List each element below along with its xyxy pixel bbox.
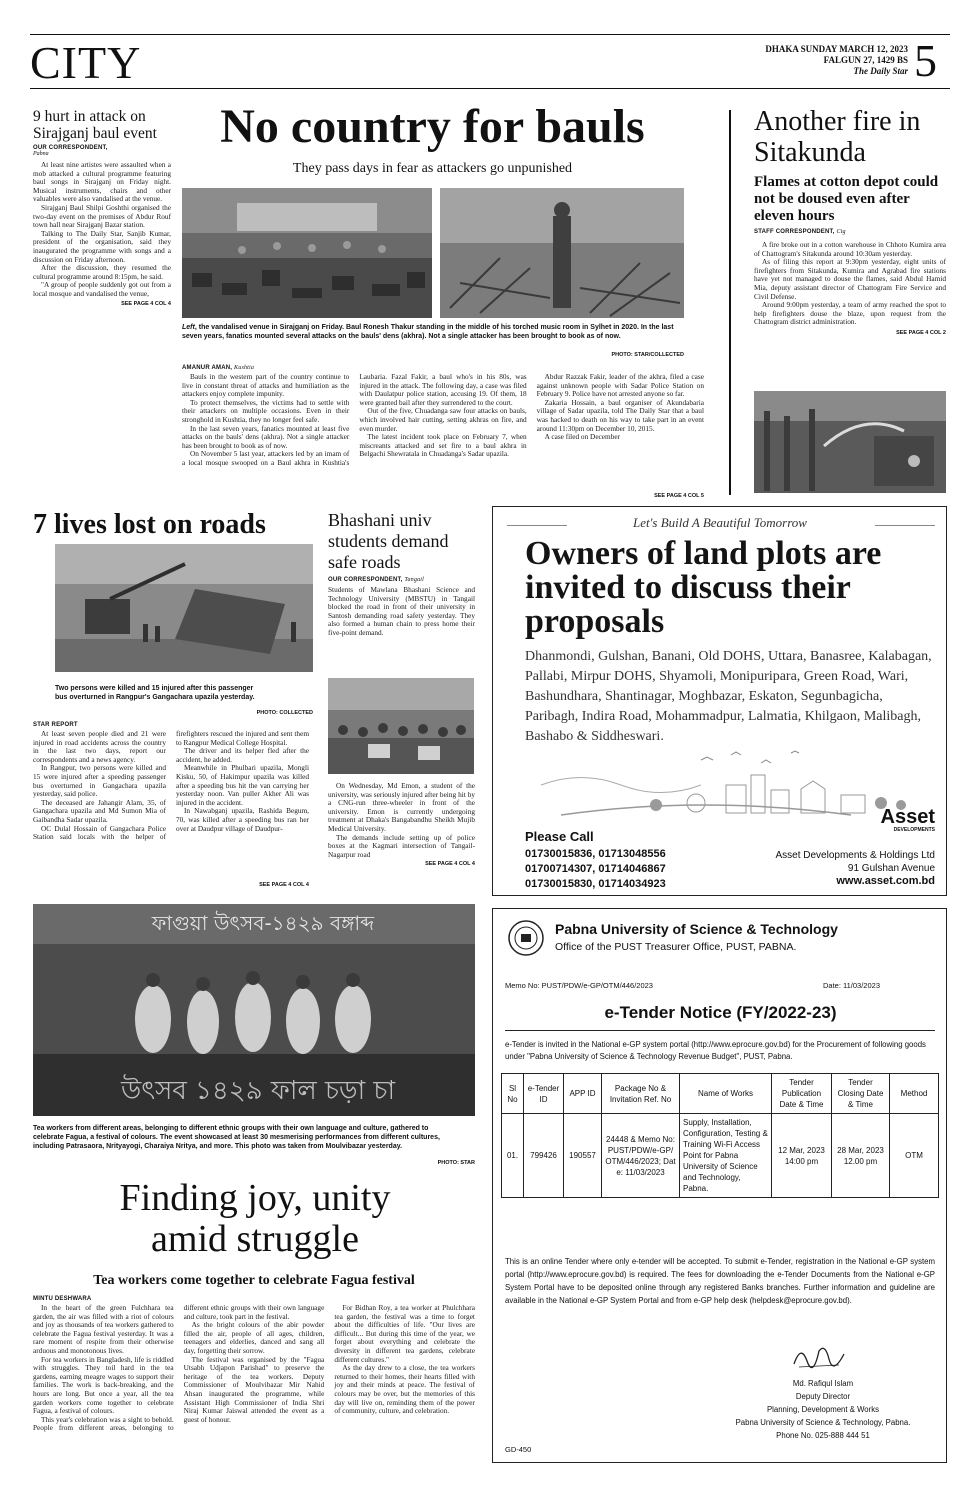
sitakunda-fire-photo	[754, 391, 946, 493]
th-package: Package No & Invitation Ref. No	[602, 1074, 680, 1114]
bhashani-byline: OUR CORRESPONDENT, Tangail	[328, 577, 425, 583]
bhashani-protest-photo	[328, 678, 474, 774]
bhashani-body: On Wednesday, Md Emon, a student of the university, was seriously injured after being hit by a CNG-run three-wheeler in front of the university. Emon is currently undergoing treatment at Dhaka's Bangabandhu Sheikh Mujib Medical University. The demands include setting up of police boxes at the Kagmari intersection of Tangail-Nagarpur road	[328, 781, 475, 859]
vandalised-venue-image	[182, 188, 432, 318]
th-works: Name of Works	[680, 1074, 772, 1114]
th-closing: Tender Closing Date & Time	[832, 1074, 890, 1114]
asset-tagline-rule-right	[875, 525, 935, 526]
date-line: DHAKA SUNDAY MARCH 12, 2023	[765, 44, 908, 54]
sirajganj-story	[33, 108, 171, 307]
asset-phone-1[interactable]: 01730015836, 01713048556	[525, 848, 666, 860]
fagua-festival-photo	[33, 904, 475, 1116]
asset-contact	[713, 849, 935, 888]
bauls-headline: No country for bauls	[220, 100, 645, 153]
masthead-meta	[700, 44, 908, 77]
roads-photo-credit: PHOTO: COLLECTED	[256, 710, 313, 716]
bauls-body-block	[182, 365, 704, 499]
overturned-bus-image	[55, 544, 313, 672]
signer-org: Pabna University of Science & Technology, Pabna.	[735, 1418, 911, 1427]
asset-phones	[525, 847, 666, 892]
bhashani-story	[328, 510, 475, 638]
sitakunda-body: A fire broke out in a cotton warehouse in Chhoto Kumira area of Chattogram's Sitakunda around 10:30am yesterday. As of filing this report at 9:30pm yesterday, eight units of firefighters from Sitakunda, Kumira and Agrabad fire stations have yet not managed to douse the flames, said Abdul Hamid Mia, deputy assistant director of Chattogram Fire Service and Civil Defense. Around 9:00pm yesterday, a team of army reached the spot to help firefighters douse the blaze, upon request from the Chattogram district administration.	[754, 240, 946, 327]
asset-logo	[863, 807, 935, 833]
cell-package: 24448 & Memo No: PUST/PDW/e-GP/OTM/446/2023; Date: 11/03/2023	[602, 1114, 680, 1198]
asset-logo-text: Asset	[880, 806, 935, 828]
asset-phone-3[interactable]: 01730015830, 01714034923	[525, 878, 666, 890]
bauls-body: Bauls in the western part of the country continue to live in constant threat of attacks and humiliation as the attackers enjoy complete impunity. To protect themselves, the victims had to settle with their attackers on multiple occasions. Even in their stronghold in Kushtia, they no longer feel safe. In the last seven years, fanatics mounted at least five attacks on the bauls' dens (akhra). Not a single attacker has been brought to book as of now. On November 5 last year, attackers led by an imam of a local mosque swooped on a Baul akhra in Kushtia's Laubaria. Fazal Fakir, a baul who's in his 80s, was injured in the attack. The following day, a case was filed with Daulatpur police station, accusing 19. Of them, 18 were granted bail after they surrendered to the court. Out of the five, Chuadanga saw four attacks on bauls, which involved hair cutting, setting akhras on fire, and even murder. The latest incident took place on February 7, when miscreants attacked and set fire to a baul akhra in Belgachi Shewratala in Chuadanga's Sadar upazila. Abdur Razzak Fakir, leader of the akhra, filed a case against unknown people with Sadar Police Station on February 9. Police have not arrested anyone so far. Zakaria Hossain, a baul organiser of Akundabaria village of Sadar upazila, told The Daily Star that a baul was hacked to death on his way to take part in an event around 11:30pm on December 10, 2015. A case filed on December	[182, 372, 704, 467]
roads-bus-photo	[55, 544, 313, 672]
masthead-bottom-rule	[30, 88, 950, 89]
sitakunda-see-page: SEE PAGE 4 COL 2	[896, 329, 946, 336]
masthead-top-rule	[30, 34, 950, 35]
tender-notice	[492, 908, 947, 1463]
sirajganj-body: At least nine artistes were assaulted when a mob attacked a cultural programme featuring baul songs in Sirajganj on Friday night. Musical instruments, chairs and other valuables were also vandalised at the venue. Sirajganj Baul Shilpi Goshthi organised the two-day event on the premises of Abdur Rouf town hall near Sirajganj Bazar station. Talking to The Daily Star, Sanjib Kumar, president of the organisation, said they inaugurated the programme with songs and a discussion on Friday afternoon. After the discussion, they resumed the cultural programme around 8:15pm, he said. "A group of people suddenly got out from a local mosque and vandalised the venue,	[33, 160, 171, 298]
fagua-photo-caption: Tea workers from different areas, belonging to different ethnic groups with their own language and culture, gathered to celebrate Fagua, a festival of colours. The event showcased at least 30 mesmerising performances from different cultures, including Patrasaora, Nrityayogi, Charaiya Nritya, and more. This photo was taken from Moulvibazar yesterday.	[33, 1125, 440, 1150]
sirajganj-headline: 9 hurt in attack on Sirajganj baul event	[33, 108, 157, 142]
th-sl: Sl No	[502, 1074, 524, 1114]
tender-memo: Memo No: PUST/PDW/e-GP/OTM/446/2023	[505, 981, 653, 990]
asset-logo-sub: DEVELOPMENTS	[893, 827, 935, 833]
paper-logo: The Daily Star	[853, 66, 908, 76]
fagua-bottom-text: উৎসব ১৪২৯ ফাল চড়া চা	[121, 1076, 395, 1106]
asset-phone-2[interactable]: 01700714307, 01714046867	[525, 863, 666, 875]
th-publication: Tender Publication Date & Time	[772, 1074, 832, 1114]
cell-app-id: 190557	[564, 1114, 602, 1198]
tender-date: Date: 11/03/2023	[823, 981, 880, 990]
tender-gd: GD-450	[505, 1445, 532, 1454]
asset-headline: Owners of land plots are invited to discuss their proposals	[525, 535, 882, 640]
section-title: CITY	[30, 37, 142, 88]
asset-areas: Dhanmondi, Gulshan, Banani, Old DOHS, Uttara, Banasree, Kalabagan, Pallabi, Mirpur DOHS, Shyamoli, Monipuripara, Green Road, Wari, Bashundhara, Shantinagar, Moghbazar, Eskaton, Segunbagicha, Paribagh, Indira Road, Mohammadpur, Lalmatia, Khilgaon, Malibagh, Bashabo & Siddheswari.	[525, 649, 932, 744]
tender-table-header	[502, 1074, 939, 1114]
tender-intro: e-Tender is invited in the National e-GP system portal (http://www.eprocure.gov.bd) for the Procurement of following goods under "Pabna University of Science & Technology Revenue Budget", PUST, Pabna.	[505, 1040, 926, 1061]
sirajganj-place: Pabna	[33, 151, 49, 157]
cell-sl: 01.	[502, 1114, 524, 1198]
asset-website[interactable]: www.asset.com.bd	[836, 875, 935, 887]
bhashani-body-block	[328, 782, 475, 867]
bhashani-body-top: Students of Mawlana Bhashani Science and Technology University (MBSTU) in Tangail blocked the road in front of their university in Santosh demanding road safety yesterday. They also formed a human chain to press home their five-point demand.	[328, 585, 475, 637]
table-row	[502, 1114, 939, 1198]
asset-company: Asset Developments & Holdings Ltd	[775, 850, 935, 861]
sitakunda-byline: STAFF CORRESPONDENT, Ctg	[754, 229, 846, 235]
bengali-date: FALGUN 27, 1429 BS	[823, 55, 908, 65]
roads-body: At least seven people died and 21 were injured in road accidents across the country in the last two days, report our correspondents and a news agency. In Rangpur, two persons were killed and 15 were injured after a speeding passenger bus overturned in Gangachara upazila yesterday, said police. The deceased are Jahangir Alam, 35, of Gangachara upazila and Md Sumon Mia of Gaibandha Sadar upazila. OC Dulal Hossain of Gangachara Police Station said locals with the helper of firefighters rescued the injured and sent them to Rangpur Medical College Hospital. The driver and its helper fled after the accident, he added. Meanwhile in Phulbari upazila, Mongli Kisku, 50, of Hakimpur upazila was killed after a speeding bus hit the van carrying her yesterday noon. Van puller Akher Ali was injured in the accident. In Nawabganj upazila, Rashida Begum, 70, was killed after a speeding bus ran her over at Daudpur village of Daudpur-	[33, 729, 309, 842]
fagua-deck: Tea workers come together to celebrate Fagua festival	[93, 1273, 415, 1288]
bhashani-see-page: SEE PAGE 4 COL 4	[425, 861, 475, 868]
tender-title: e-Tender Notice (FY/2022-23)	[604, 1003, 837, 1022]
tender-signature-block	[708, 1377, 938, 1442]
signer-phone: Phone No. 025-888 444 51	[776, 1431, 870, 1440]
cell-closing: 28 Mar, 2023 12.00 pm	[832, 1114, 890, 1198]
roads-headline: 7 lives lost on roads	[33, 509, 266, 540]
roads-see-page: SEE PAGE 4 COL 4	[259, 882, 309, 888]
tender-table-wrap	[501, 1073, 939, 1198]
bauls-see-page: SEE PAGE 4 COL 5	[654, 493, 704, 499]
sitakunda-headline: Another fire in Sitakunda	[754, 106, 921, 168]
page-number: 5	[914, 35, 937, 86]
tender-office: Office of the PUST Treasurer Office, PUST, PABNA.	[555, 941, 797, 953]
asset-address: 91 Gulshan Avenue	[847, 863, 935, 874]
roads-caption: Two persons were killed and 15 injured after this passenger bus overturned in Rangpur's Gangachara upazila yesterday.	[55, 685, 255, 701]
fagua-banner-text: ফাগুয়া উৎসব-১৪২৯ বঙ্গাব্দ	[151, 911, 375, 935]
signer-dept: Planning, Development & Works	[766, 1405, 880, 1414]
bauls-byline: AMANUR AMAN, Kushtia	[182, 365, 255, 371]
pust-seal-icon	[507, 919, 545, 957]
roads-byline: STAR REPORT	[33, 722, 78, 728]
fagua-headline: Finding joy, unity amid struggle	[119, 1177, 391, 1260]
cell-publication: 12 Mar, 2023 14:00 pm	[772, 1114, 832, 1198]
sirajganj-byline: OUR CORRESPONDENT,	[33, 145, 108, 151]
bauls-deck: They pass days in fear as attackers go unpunished	[292, 161, 573, 176]
th-method: Method	[890, 1074, 939, 1114]
roads-body-block	[33, 722, 309, 888]
tender-title-underline	[505, 1030, 935, 1031]
torched-room-image	[440, 188, 684, 318]
sylhet-music-room-photo	[440, 188, 684, 318]
cell-tender-id: 799426	[524, 1114, 564, 1198]
th-app-id: APP ID	[564, 1074, 602, 1114]
sitakunda-divider	[729, 110, 731, 495]
fagua-body: In the heart of the green Fulchhara tea garden, the air was filled with a riot of colours and joy as thousands of tea workers gathered to celebrate the Fagua festival yesterday. It was a rare moment of respite from their otherwise arduous and monotonous lives. For tea workers in Bangladesh, life is riddled with struggles. They toil hard in the tea gardens, earning meagre wages to support their families. The work is back-breaking, and the hours are long. But once a year, all the tea garden workers come together to celebrate Fagua, a festival of colours. This year's celebration was a sight to behold. People from different areas, belonging to different ethnic groups with their own language and culture, took part in the festival. As the bright colours of the abir powder filled the air, people of all ages, children, teenagers and elderlies, danced and sang all day, forgetting their sorrow. The festival was organised by the "Fagua Utsabh Udjapon Parishad" to preserve the heritage of the tea workers. Deputy Commissioner of Moulvibazar Mir Nahid Ahsan inaugurated the programme, while Assistant High Commissioner of India Shri Niraj Kumar Jaiswal attended the event as a guest of honour. For Bidhan Roy, a tea worker at Phulchhara tea garden, the festival was a time to forget about the difficulties of life. "Our lives are difficult... But during this time of the year, we forget about everything and celebrate the diversity in different tea gardens, celebrate different cultures." As the day drew to a close, the tea workers returned to their homes, their hearts filled with joy and their minds at peace. The festival of colours may be over, but the memories of this day will live on, reminding them of the power of community, culture, and celebration.	[33, 1303, 475, 1433]
asset-tagline: Let's Build A Beautiful Tomorrow	[633, 515, 807, 530]
fire-depot-image	[754, 391, 946, 493]
fagua-byline: MINTU DESHWARA	[33, 1296, 92, 1302]
fagua-body-block	[33, 1296, 475, 1479]
sitakunda-story	[754, 106, 946, 336]
tender-footer: This is an online Tender where only e-tender will be accepted. To submit e-Tender, registration in the National e-GP system portal (http://www.eprocure.gov.bd) is required. The fees for downloading the e-Tender Documents from the National e-GP System Portal have to be deposited online through any registered Banks branches. Further information and guideline are available in the National e-GP System Portal and from e-GP help desk (helpdesk@eprocure.gov.bd).	[505, 1257, 935, 1305]
asset-ad	[492, 506, 947, 896]
tender-table	[501, 1073, 939, 1198]
signer-title: Deputy Director	[795, 1392, 851, 1401]
sirajganj-see-page: SEE PAGE 4 COL 4	[121, 300, 171, 307]
bhashani-headline: Bhashani univ students demand safe roads	[328, 510, 449, 572]
bauls-caption: Left, the vandalised venue in Sirajganj on Friday. Baul Ronesh Thakur standing in the middle of his torched music room in Sylhet in 2020. In the last seven years, fanatics mounted several attacks on the bauls' dens (akhra). Not a single attacker has been brought to book as of now.	[182, 324, 674, 340]
sitakunda-subhead: Flames at cotton depot could not be doused even after eleven hours	[754, 174, 939, 224]
bauls-photo-credit: PHOTO: STAR/COLLECTED	[611, 352, 684, 358]
th-tender-id: e-Tender ID	[524, 1074, 564, 1114]
cell-method: OTM	[890, 1114, 939, 1198]
human-chain-image	[328, 678, 474, 774]
fagua-photo-credit: PHOTO: STAR	[437, 1160, 475, 1166]
signature-icon	[789, 1339, 849, 1373]
cell-works: Supply, Installation, Configuration, Testing & Training Wi-Fi Access Point for Pabna University of Science and Technology, Pabna.	[680, 1114, 772, 1198]
sirajganj-venue-photo	[182, 188, 432, 318]
asset-please-call: Please Call	[525, 829, 594, 844]
tender-university: Pabna University of Science & Technology	[555, 921, 838, 937]
signer-name: Md. Rafiqul Islam	[792, 1379, 854, 1388]
